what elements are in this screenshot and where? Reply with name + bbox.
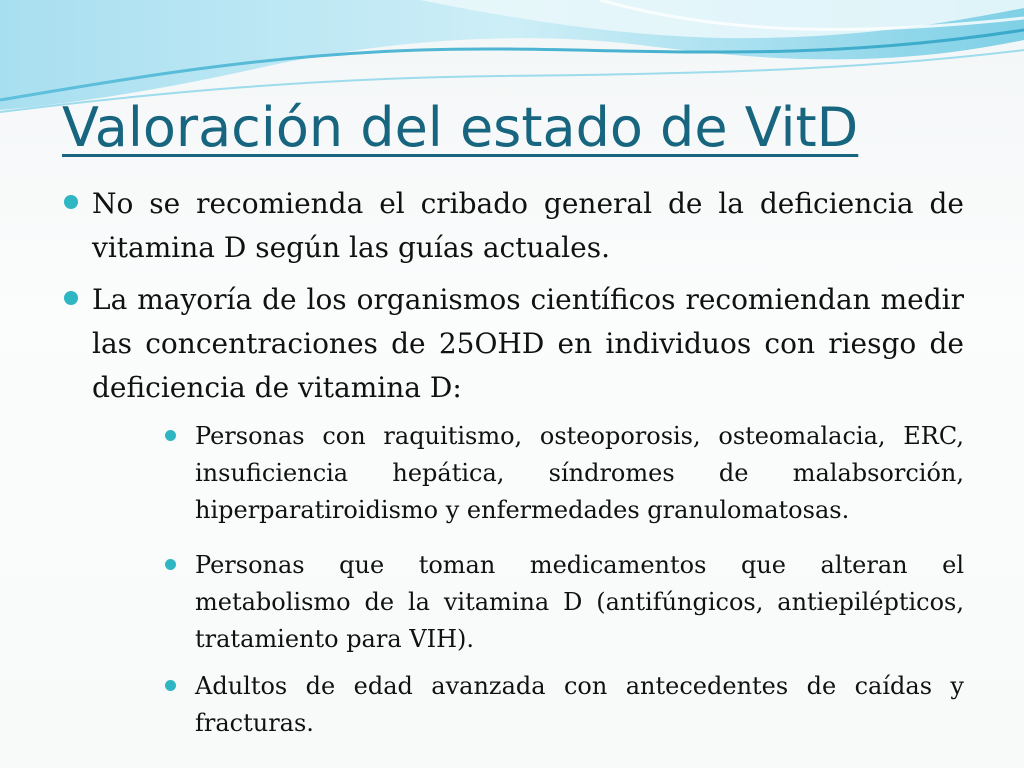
bullet-text: La mayoría de los organismos científicos recomiendan medir las concentraciones de 25OHD en individuos con riesgo de deficiencia de vitamina D:	[92, 283, 964, 404]
sub-bullet-icon	[165, 559, 176, 570]
bullet-text: No se recomienda el cribado general de la deficiencia de vitamina D según las guías actuales.	[92, 187, 964, 264]
list-item	[62, 182, 964, 270]
sub-bullet-text: Personas que toman medicamentos que alteran el metabolismo de la vitamina D (antifúngicos, antiepilépticos, tratamiento para VIH).	[195, 551, 964, 653]
sub-list-item	[195, 547, 964, 658]
slide-title: Valoración del estado de VitD	[62, 96, 859, 159]
bullet-icon	[64, 195, 78, 209]
sub-bullet-icon	[165, 430, 176, 441]
list-item	[62, 278, 964, 410]
sub-bullet-icon	[165, 680, 176, 691]
sub-bullet-text: Personas con raquitismo, osteoporosis, osteomalacia, ERC, insuficiencia hepática, síndromes de malabsorción, hiperparatiroidismo y enfermedades granulomatosas.	[195, 422, 964, 524]
bullet-icon	[64, 291, 78, 305]
sub-bullet-text: Adultos de edad avanzada con antecedentes de caídas y fracturas.	[195, 672, 964, 737]
sub-list-item	[195, 418, 964, 529]
bullet-list	[62, 182, 964, 742]
sub-list-item	[195, 668, 964, 742]
